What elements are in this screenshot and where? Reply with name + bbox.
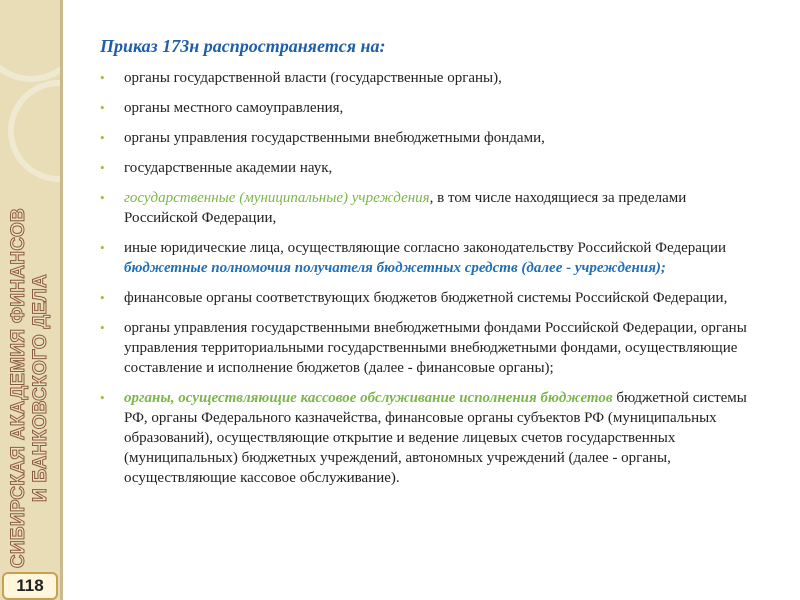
page-number: 118: [2, 572, 58, 600]
item-text: государственные академии наук,: [124, 160, 333, 176]
list-item: [100, 128, 760, 148]
list-item: [100, 158, 760, 178]
bullet-list: [100, 68, 760, 488]
item-text: органы управления государственными внебюджетными фондами Российской Федерации, органы управления территориальными государственными внебюджетными фондами, осуществляющие составление и исполнение бюджетов (далее - финансовые органы);: [124, 320, 747, 376]
list-item: [100, 68, 760, 88]
item-highlight: органы, осуществляющие кассовое обслуживание исполнения бюджетов: [124, 390, 613, 406]
decorative-ring: [0, 0, 63, 82]
list-item: [100, 388, 760, 488]
item-highlight: бюджетные полномочия получателя бюджетных средств (далее - учреждения);: [124, 260, 666, 276]
list-item: [100, 188, 760, 228]
item-text: финансовые органы соответствующих бюджетов бюджетной системы Российской Федерации,: [124, 290, 728, 306]
item-text: органы государственной власти (государственные органы),: [124, 70, 502, 86]
slide-content: [100, 36, 760, 498]
list-item: [100, 238, 760, 278]
item-text: бюджетной системы РФ, органы Федерального казначейства, финансовые органы субъектов РФ (муниципальных образований), осуществляющие открытие и ведение лицевых счетов государственных (муниципальных) бюджетных учреждений, автономных учреждений (далее - органы, осуществляющие кассовое обслуживание).: [124, 390, 747, 486]
org-name-line1: СИБИРСКАЯ АКАДЕМИЯ ФИНАНСОВ: [8, 207, 29, 569]
org-name-line2: И БАНКОВСКОГО ДЕЛА: [30, 273, 51, 503]
item-text: иные юридические лица, осуществляющие согласно законодательству Российской Федерации: [124, 240, 726, 256]
item-text: органы местного самоуправления,: [124, 100, 344, 116]
item-text: , в том числе находящиеся за пределами Российской Федерации,: [124, 190, 687, 226]
item-highlight: государственные (муниципальные) учреждения: [124, 190, 430, 206]
organization-name: [8, 208, 52, 568]
item-text: органы управления государственными внебюджетными фондами,: [124, 130, 545, 146]
list-item: [100, 318, 760, 378]
decorative-ring: [8, 80, 63, 182]
sidebar: [0, 0, 63, 600]
slide-title: Приказ 173н распространяется на:: [100, 36, 386, 56]
list-item: [100, 98, 760, 118]
list-item: [100, 288, 760, 308]
